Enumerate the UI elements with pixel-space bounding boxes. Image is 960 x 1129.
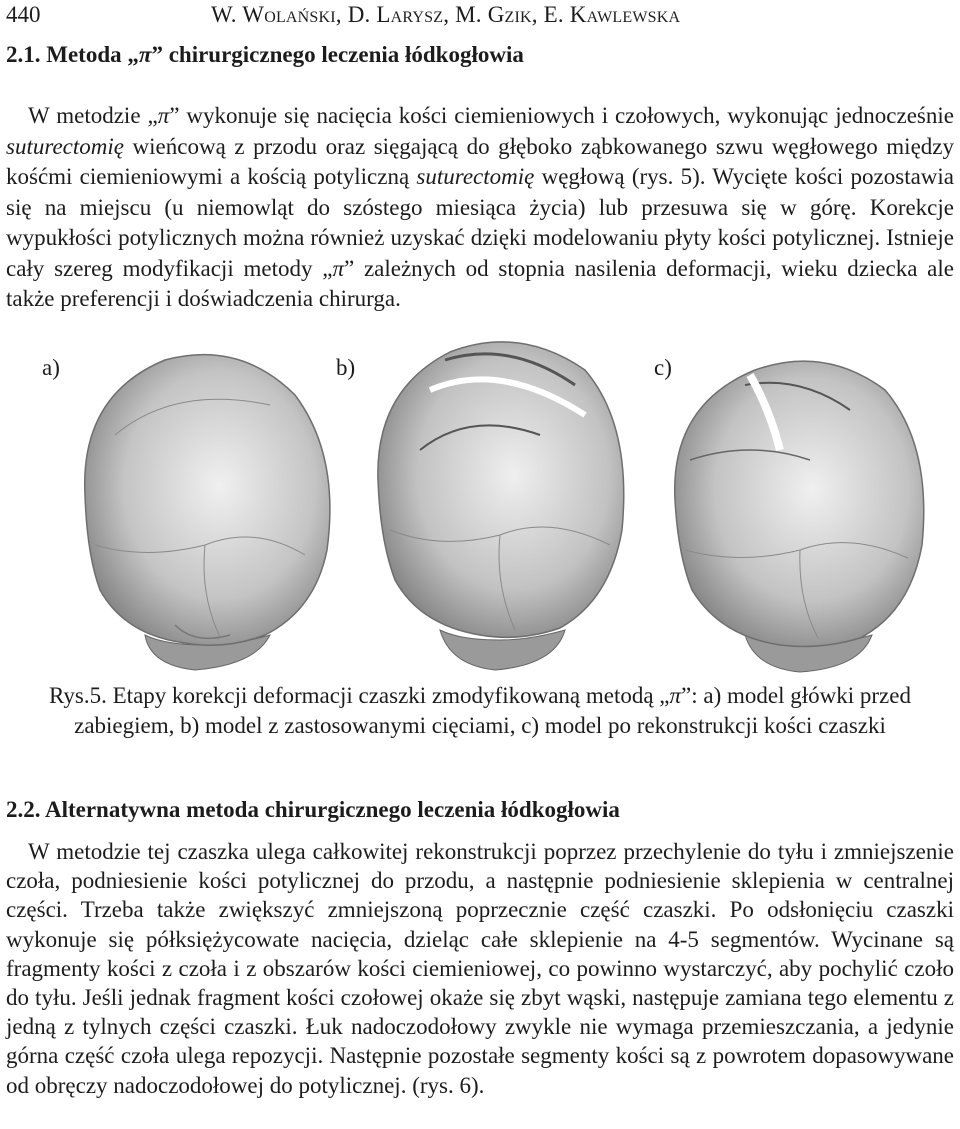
para-text: W metodzie tej czaszka ulega całkowitej rekonstrukcji poprzez przechylenie do tyłu i zmniejszenie czoła, podniesienie kości potylicznej do przodu, a następnie podniesienie sklepienia w centralnej części. Trzeba także zwiększyć zmniejszoną poprzecznie część czaszki. Po odsłonięciu czaszki wykonuje się półksiężycowate nacięcia, dzieląc całe sklepienie na 4-5 segmentów. Wycinane są fragmenty kości z czoła i z obszarów kości ciemieniowej, co powinno wystarczyć, aby pochylić czoło do tyłu. Jeśli jednak fragment kości czołowej okaże się zbyt wąski, następuje zamiana tego elementu z jedną z tylnych części czaszki. Łuk nadoczodołowy zwykle nie wymaga przemieszczania, a jedynie górna część czoła ulega repozycji. Następnie pozostałe segmenty kości są z powrotem dopasowywane od obręczy nadoczodołowej do potylicznej. (rys. 6).: [6, 839, 954, 1098]
pi-symbol: π: [332, 255, 344, 281]
skull-model-a-image: [55, 345, 340, 675]
para-text: węgłową (rys. 5). Wycięte kości pozostawia się na miejscu (u niemowląt do szóstego miesiąca życia) lub przesuwa się w górę. Korekcje wypukłości potylicznych można również uzyskać dzięki modelowaniu płyty kości potylicznej. Istnieje cały szereg modyfikacji metody „: [6, 164, 955, 281]
figure-label-b: b): [336, 355, 356, 380]
heading-text-b: ” chirurgicznego leczenia łódkogłowia: [151, 42, 524, 67]
para-text: W metodzie „: [28, 103, 158, 128]
para-text: ” zależnych od stopnia nasilenia deformacji, wieku dziecka ale także preferencji i doświadczenia chirurga.: [6, 255, 954, 311]
pi-symbol: π: [669, 683, 682, 708]
para-text: wieńcową z przodu oraz sięgającą do głęboko ząbkowanego szwu węgłowego między kośćmi ciemieniowymi a kością potyliczną: [6, 133, 954, 189]
italic-term: suturectomię: [6, 133, 124, 159]
para-text: ” wykonuje się nacięcia kości ciemieniowych i czołowych, wykonując jednocześnie: [169, 103, 954, 128]
section-2-2-paragraph: [6, 837, 954, 1100]
figure-label-c: c): [654, 355, 672, 380]
page-number: 440: [6, 2, 41, 27]
figure-label-a: a): [42, 355, 60, 380]
section-heading-2-2: 2.2. Alternatywna metoda chirurgicznego leczenia łódkogłowia: [6, 797, 620, 822]
heading-text-a: 2.1. Metoda „: [6, 42, 139, 67]
running-header: [6, 2, 954, 32]
skull-model-b-image: [360, 330, 635, 675]
caption-text-b: ”: a) model główki przed zabiegiem, b) model z zastosowanymi cięciami, c) model po rekonstrukcji kości czaszki: [74, 683, 911, 738]
pi-symbol: π: [157, 103, 170, 128]
pi-symbol: π: [138, 42, 152, 67]
figure-caption: [30, 681, 930, 741]
italic-term: suturectomię: [416, 164, 535, 189]
caption-text-a: Rys.5. Etapy korekcji deformacji czaszki zmodyfikowaną metodą „: [49, 683, 670, 708]
section-heading-2-1: [6, 42, 524, 68]
skull-model-c-image: [650, 350, 935, 675]
authors-header: W. Wolański, D. Larysz, M. Gzik, E. Kawlewska: [211, 2, 681, 27]
section-2-1-paragraph: [6, 101, 954, 315]
